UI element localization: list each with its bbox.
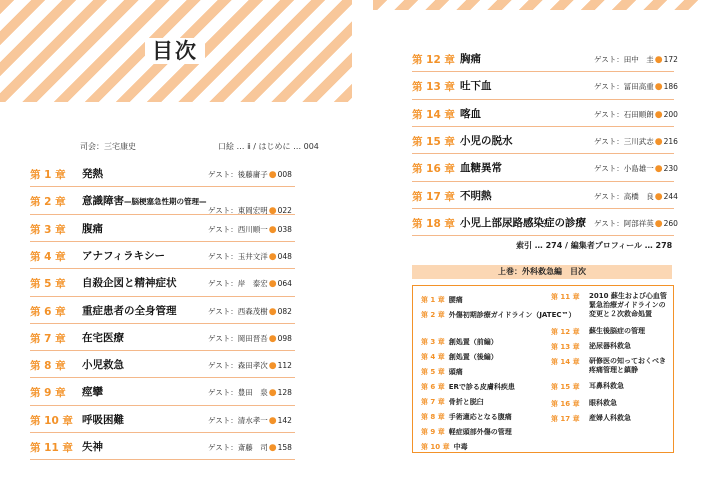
chapter-guest [208, 169, 292, 180]
guest-name: ゲスト：後藤庸子 [208, 170, 268, 179]
bullet-icon: ● [268, 306, 277, 317]
chapter-guest [208, 306, 292, 317]
page-number: 142 [277, 415, 292, 425]
chapter-title: 重症患者の全身管理 [82, 304, 177, 317]
bullet-icon: ● [268, 279, 277, 290]
page-number: 230 [663, 164, 678, 174]
chapter-row [412, 105, 678, 121]
vol1-chapter-number: 第 16 章 [551, 400, 580, 408]
chapter-number: 第 16 章 [412, 163, 455, 176]
index-line: 索引 … 274 / 編集者プロフィール … 278 [516, 241, 673, 250]
chapter-number: 第 15 章 [412, 135, 455, 148]
chapter-number: 第 5 章 [30, 278, 66, 291]
vol1-chapter-title: 骨折と脱臼 [448, 398, 484, 406]
row-separator [30, 432, 295, 433]
bullet-icon: ● [268, 170, 277, 180]
chapter-title: 胸痛 [460, 53, 481, 65]
guest-name: ゲスト：阿部祥英 [594, 218, 654, 228]
guest-name: ゲスト：田中 圭 [594, 55, 654, 64]
row-separator [30, 377, 295, 378]
row-separator [412, 235, 674, 236]
vol1-item [551, 382, 699, 391]
vol1-chapter-number: 第 2 章 [421, 311, 445, 319]
chapter-row [30, 383, 295, 399]
chapter-row [30, 165, 295, 181]
chapter-number: 第 8 章 [30, 360, 66, 373]
chapter-number: 第 18 章 [412, 217, 455, 230]
page-number: 098 [277, 333, 292, 343]
vol1-chapter-number: 第 3 章 [421, 338, 445, 346]
chapter-number: 第 14 章 [412, 108, 455, 121]
row-separator [412, 181, 674, 182]
bullet-icon: ● [268, 415, 277, 426]
bullet-icon: ● [268, 251, 277, 262]
row-separator [30, 350, 295, 351]
chapter-number: 第 13 章 [412, 81, 455, 94]
bullet-icon: ● [268, 224, 277, 235]
vol1-item [551, 357, 669, 375]
vol1-chapter-number: 第 6 章 [421, 383, 445, 391]
page-number: 112 [277, 361, 292, 371]
vol1-chapter-title: 腰痛 [448, 296, 463, 304]
guest-name: ゲスト：西森茂樹 [208, 306, 268, 316]
row-separator [30, 241, 295, 242]
vol1-title: 上巻：外科救急編 目次 [412, 265, 672, 279]
vol1-chapter-title: 研修医の知っておくべき疼痛管理と鎮静 [589, 357, 666, 374]
page-number: 260 [663, 218, 678, 228]
page-number: 128 [277, 388, 292, 398]
chapter-title: 小児の脱水 [460, 134, 513, 147]
page-number: 064 [277, 279, 292, 289]
vol1-chapter-title: 軽症頭部外傷の管理 [448, 428, 512, 436]
chapter-guest [208, 251, 292, 262]
vol1-chapter-title: 手術適応となる腹痛 [448, 413, 512, 421]
guest-name: ゲスト：森田孝次 [208, 361, 268, 371]
row-separator [30, 323, 295, 324]
chapter-row [30, 192, 295, 217]
vol1-item [421, 295, 463, 305]
chapter-number: 第 11 章 [30, 442, 73, 454]
page-number: 200 [663, 109, 678, 119]
page-number: 082 [277, 306, 292, 316]
chapter-row [412, 187, 678, 203]
vol1-chapter-title: 頭痛 [448, 368, 463, 376]
chapter-title: 不明熱 [460, 189, 492, 202]
vol1-chapter-title: 外傷初期診療ガイドライン（JATEC™） [448, 311, 576, 319]
chapter-title: アナフィラキシー [82, 249, 166, 262]
vol1-item [551, 414, 699, 423]
vol1-chapter-title: 2010 蘇生および心血管緊急治療ガイドラインの変更と２次救命処置 [589, 292, 667, 318]
guest-name: ゲスト：玉井文洋 [208, 251, 268, 261]
host-line: 司会：三宅康史 [80, 142, 136, 151]
vol1-item [421, 337, 498, 347]
chapter-row [412, 214, 678, 230]
guest-name: ゲスト：石田順朗 [594, 109, 654, 119]
guest-name: ゲスト：岡田晋吾 [208, 333, 268, 343]
chapter-title: 発熱 [82, 168, 103, 180]
chapter-title: 在宅医療 [82, 331, 124, 344]
vol1-chapter-number: 第 11 章 [551, 293, 580, 301]
page-number: 022 [277, 206, 292, 216]
chapter-number: 第 1 章 [30, 169, 66, 181]
page-number: 186 [663, 82, 678, 92]
row-separator [30, 268, 295, 269]
page-number: 158 [277, 443, 292, 452]
row-separator [412, 71, 674, 72]
vol1-item [421, 397, 484, 407]
bullet-icon: ● [654, 109, 663, 120]
chapter-guest [594, 136, 678, 147]
chapter-guest [594, 163, 678, 174]
bullet-icon: ● [654, 136, 663, 147]
chapter-guest [208, 360, 292, 371]
vol1-chapter-number: 第 9 章 [421, 428, 445, 436]
page-number: 048 [277, 251, 292, 261]
vol1-chapter-number: 第 7 章 [421, 398, 445, 406]
chapter-guest [594, 191, 678, 202]
chapter-guest [208, 224, 292, 235]
chapter-guest [208, 205, 292, 216]
guest-name: ゲスト：清水孝一 [208, 415, 268, 425]
chapter-title: 痙攣 [82, 386, 103, 399]
vol1-chapter-title: 中毒 [453, 443, 468, 451]
guest-name: ゲスト：高橋 良 [594, 191, 654, 201]
vol1-item [421, 427, 512, 437]
row-separator [30, 459, 295, 460]
vol1-chapter-number: 第 4 章 [421, 353, 445, 361]
chapter-title: 血糖異常 [460, 162, 502, 175]
guest-name: ゲスト：三川武志 [594, 136, 654, 146]
chapter-row [412, 77, 678, 94]
bullet-icon: ● [654, 218, 663, 229]
bullet-icon: ● [654, 82, 663, 93]
chapter-guest [208, 415, 292, 426]
vol1-chapter-number: 第 5 章 [421, 368, 445, 376]
chapter-title: 呼吸困難 [82, 413, 124, 426]
bullet-icon: ● [268, 443, 277, 453]
vol1-chapter-title: 産婦人科救急 [589, 414, 631, 422]
vol1-chapter-number: 第 14 章 [551, 358, 580, 366]
chapter-title: 失神 [82, 441, 103, 453]
bullet-icon: ● [654, 191, 663, 202]
chapter-row [30, 329, 295, 345]
chapter-guest [594, 218, 678, 229]
chapter-guest [594, 54, 678, 65]
vol1-chapter-number: 第 1 章 [421, 296, 445, 304]
vol1-chapter-title: 泌尿器科救急 [589, 342, 631, 350]
row-separator [30, 296, 295, 297]
vol1-chapter-title: 創処置（後編） [448, 353, 498, 361]
vol1-chapter-number: 第 8 章 [421, 413, 445, 421]
bullet-icon: ● [268, 361, 277, 372]
chapter-number: 第 10 章 [30, 414, 73, 427]
vol1-chapter-title: 創処置（前編） [448, 338, 498, 346]
chapter-row [30, 302, 295, 318]
vol1-chapter-number: 第 10 章 [421, 443, 450, 451]
chapter-number: 第 12 章 [412, 54, 455, 66]
chapter-title: 意識障害—脳梗塞急性期の管理— [82, 195, 207, 208]
chapter-title: 自殺企図と精神症状 [82, 277, 177, 290]
header-stripes-right [373, 0, 705, 10]
chapter-guest [594, 109, 678, 120]
chapter-row [30, 438, 295, 454]
chapter-title: 腹痛 [82, 222, 103, 235]
chapter-number: 第 17 章 [412, 190, 455, 203]
vol1-contents-box [412, 285, 674, 453]
chapter-subtitle: —脳梗塞急性期の管理— [124, 197, 207, 207]
page-gutter [352, 0, 373, 500]
page-number: 038 [277, 224, 292, 234]
guest-name: ゲスト：西川順一 [208, 224, 268, 234]
chapter-row [30, 274, 295, 290]
page-number: 244 [663, 191, 678, 201]
row-separator [412, 208, 674, 209]
chapter-title: 吐下血 [460, 80, 492, 93]
bullet-icon: ● [268, 206, 277, 217]
row-separator [30, 214, 295, 215]
row-separator [30, 405, 295, 406]
chapter-row [30, 220, 295, 236]
guest-name: ゲスト：豊田 泉 [208, 388, 268, 398]
chapter-guest [594, 81, 678, 92]
chapter-row [412, 159, 678, 176]
page-number: 172 [663, 55, 678, 64]
chapter-number: 第 3 章 [30, 223, 66, 236]
row-separator [412, 153, 674, 154]
chapter-guest [208, 333, 292, 344]
vol1-chapter-number: 第 12 章 [551, 328, 580, 336]
chapter-row [30, 356, 295, 372]
vol1-chapter-title: ERで診る皮膚科疾患 [448, 383, 515, 391]
chapter-row [412, 50, 678, 66]
vol1-item [421, 412, 512, 422]
chapter-row [412, 132, 678, 148]
vol1-chapter-title: 眼科救急 [589, 399, 617, 407]
guest-name: ゲスト：岸 泰宏 [208, 279, 268, 289]
guest-name: ゲスト：小島雄一 [594, 164, 654, 174]
vol1-item [551, 292, 669, 319]
bullet-icon: ● [654, 164, 663, 175]
guest-name: ゲスト：冨田高重 [594, 82, 654, 92]
chapter-row [30, 411, 295, 427]
vol1-chapter-number: 第 13 章 [551, 343, 580, 351]
chapter-number: 第 2 章 [30, 196, 66, 209]
chapter-number: 第 4 章 [30, 250, 66, 263]
page-number: 008 [277, 170, 292, 179]
vol1-item [421, 382, 515, 392]
vol1-item [421, 442, 468, 452]
chapter-number: 第 7 章 [30, 332, 66, 345]
vol1-item [551, 342, 699, 351]
vol1-chapter-number: 第 15 章 [551, 383, 580, 391]
row-separator [30, 186, 295, 187]
vol1-item [551, 399, 699, 408]
vol1-chapter-title: 耳鼻科救急 [589, 382, 624, 390]
chapter-number: 第 6 章 [30, 305, 66, 318]
chapter-guest [208, 387, 292, 398]
vol1-chapter-title: 蘇生後脳症の管理 [589, 327, 645, 335]
front-matter-line: 口絵 … ⅱ / はじめに … 004 [218, 142, 319, 151]
chapter-number: 第 9 章 [30, 387, 66, 400]
vol1-item [421, 367, 463, 377]
page-title: 目次 [145, 38, 205, 64]
row-separator [412, 99, 674, 100]
chapter-title: 小児救急 [82, 359, 124, 372]
guest-name: ゲスト：斎藤 司 [208, 443, 268, 452]
chapter-guest [208, 442, 292, 453]
chapter-title: 小児上部尿路感染症の診療 [460, 216, 586, 229]
bullet-icon: ● [268, 333, 277, 344]
page-number: 216 [663, 136, 678, 146]
vol1-item [551, 327, 699, 336]
row-separator [412, 126, 674, 127]
vol1-item [421, 352, 498, 362]
bullet-icon: ● [268, 388, 277, 399]
chapter-guest [208, 278, 292, 289]
vol1-chapter-number: 第 17 章 [551, 415, 580, 423]
bullet-icon: ● [654, 55, 663, 65]
chapter-title: 喀血 [460, 107, 481, 120]
chapter-row [30, 247, 295, 263]
guest-name: ゲスト：東岡宏明 [208, 206, 268, 216]
